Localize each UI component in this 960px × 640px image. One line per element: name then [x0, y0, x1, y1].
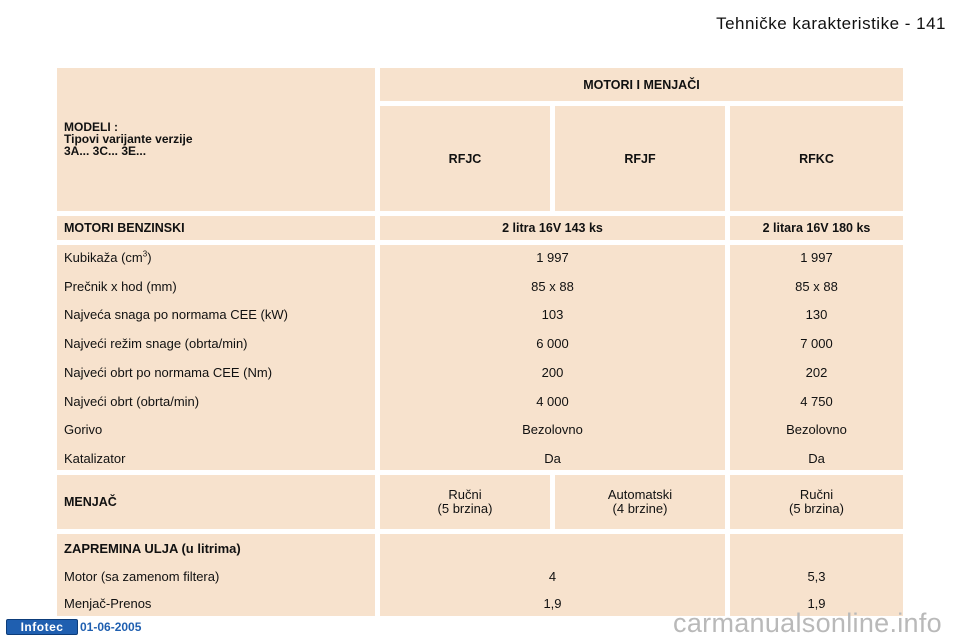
spec-value: 200 — [541, 365, 564, 380]
gearbox-label: MENJAČ — [64, 495, 117, 509]
spec-label-bore-stroke: Prečnik x hod (mm) — [64, 279, 177, 294]
models-label-line-2: Tipovi varijante verzije — [64, 132, 193, 146]
spec-value: Bezolovno — [786, 422, 847, 437]
gearbox-rfjf — [555, 475, 725, 529]
spec-label-max-power: Najveća snaga po normama CEE (kW) — [64, 307, 288, 322]
spec-value: 4 000 — [536, 394, 569, 409]
engine-code-rfjf: RFJF — [555, 106, 725, 211]
gearbox-speeds: (4 brzine) — [612, 501, 668, 516]
oil-value: 1,9 — [807, 596, 826, 611]
engine-code-rfkc: RFKC — [730, 106, 903, 211]
gearbox-speeds: (5 brzina) — [789, 501, 844, 516]
petrol-engine-180: 2 litara 16V 180 ks — [730, 216, 903, 240]
gearbox-label-cell — [57, 475, 375, 529]
spec-label-max-torque: Najveći obrt po normama CEE (Nm) — [64, 365, 273, 380]
spec-value: 4 750 — [800, 394, 833, 409]
spec-value: 7 000 — [800, 336, 833, 351]
spec-value: 85 x 88 — [531, 279, 574, 294]
spec-value: Da — [544, 451, 561, 466]
spec-value: Bezolovno — [522, 422, 583, 437]
oil-capacity-heading: ZAPREMINA ULJA (u litrima) — [64, 541, 241, 556]
gearbox-type: Ručni — [448, 487, 482, 502]
specs-values-143 — [380, 245, 725, 470]
models-cell — [57, 68, 375, 211]
gearbox-speeds: (5 brzina) — [437, 501, 493, 516]
models-label-line-1: MODELI : — [64, 120, 118, 134]
page-header: Tehničke karakteristike - 141 — [716, 14, 946, 33]
spec-value: 6 000 — [536, 336, 569, 351]
gearbox-type: Automatski — [607, 487, 673, 502]
spec-label-max-power-rpm: Najveći režim snage (obrta/min) — [64, 336, 248, 351]
oil-values-143 — [380, 534, 725, 616]
oil-labels — [57, 534, 375, 616]
spec-value: 103 — [541, 307, 564, 322]
gearbox-rfjc — [380, 475, 550, 529]
spec-value: 1 997 — [536, 250, 569, 265]
oil-label-gearbox: Menjač-Prenos — [64, 596, 152, 611]
gearbox-type: Ručni — [799, 487, 834, 502]
engine-code-rfjc: RFJC — [380, 106, 550, 211]
spec-label-fuel: Gorivo — [64, 422, 103, 437]
petrol-engine-143: 2 litra 16V 143 ks — [380, 216, 725, 240]
watermark: carmanualsonline.info — [673, 608, 942, 638]
oil-value: 5,3 — [807, 569, 826, 584]
specs-labels — [57, 245, 375, 470]
spec-value: 202 — [805, 365, 828, 380]
motors-gearbox-header: MOTORI I MENJAČI — [380, 68, 903, 101]
spec-value: Da — [808, 451, 825, 466]
specs-values-180 — [730, 245, 903, 470]
petrol-engines-text: MOTORI BENZINSKI — [64, 221, 185, 235]
footer-date: 01-06-2005 — [80, 620, 142, 634]
oil-values-180 — [730, 534, 903, 616]
oil-value: 4 — [548, 569, 557, 584]
spec-value: 85 x 88 — [795, 279, 838, 294]
gearbox-rfkc — [730, 475, 903, 529]
spec-value: 130 — [805, 307, 828, 322]
spec-label-catalyst: Katalizator — [64, 451, 126, 466]
spec-label-displacement: Kubikaža $(cm^3)$ — [64, 249, 152, 265]
spec-label-max-torque-rpm: Najveći obrt (obrta/min) — [64, 394, 200, 409]
models-label-line-3: 3A... 3C... 3E... — [64, 144, 147, 158]
infotec-logo: Infotec — [6, 619, 78, 635]
petrol-engines-label — [57, 216, 375, 240]
oil-value: 1,9 — [543, 596, 562, 611]
oil-label-engine: Motor (sa zamenom filtera) — [64, 569, 220, 584]
spec-value: 1 997 — [800, 250, 833, 265]
